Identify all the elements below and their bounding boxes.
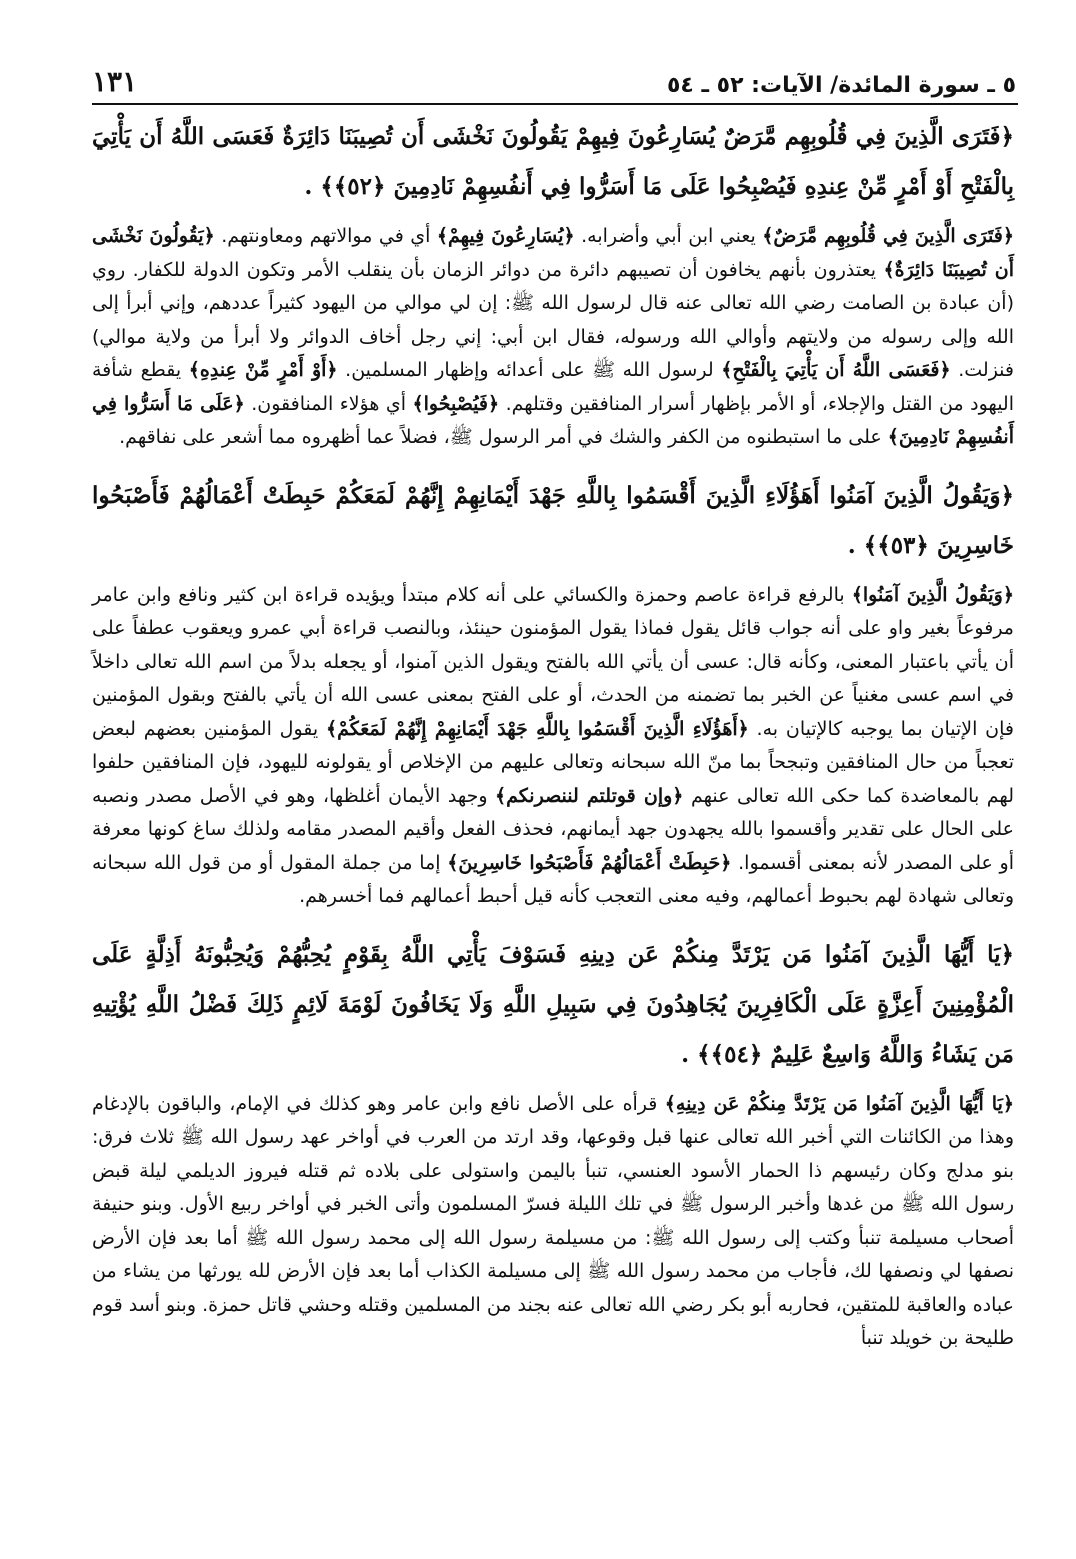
quote: ﴿يُسَارِعُونَ فِيهِمْ﴾ bbox=[436, 225, 575, 247]
text: لرسول الله ﷺ على أعدائه وإظهار المسلمين. bbox=[337, 359, 722, 381]
text: وجهد الأيمان أغلظها، وهو في الأصل مصدر ونصبه على الحال على تقدير وأقسموا بالله يجهدون جهد أيمانهم، فحذف الفعل وأقيم المصدر مقامه ولذلك ساغ كونها معرفة أو على المصدر لأنه بمعنى أقسموا. bbox=[92, 784, 1014, 874]
running-title: ٥ ـ سورة المائدة/ الآيات: ٥٢ ـ ٥٤ bbox=[666, 73, 1016, 98]
page-body bbox=[92, 112, 1014, 1549]
quote: ﴿يَا أَيُّهَا الَّذِينَ آمَنُوا مَن يَرْتَدَّ مِنكُمْ عَن دِينِهِ﴾ bbox=[664, 1092, 1014, 1115]
text: يعتذرون بأنهم يخافون أن تصيبهم دائرة من دوائر الزمان بأن ينقلب الأمر وتكون الدولة للكفار. روي (أن عبادة بن الصامت رضي الله تعالى عنه قال لرسول الله ﷺ: إن لي موالي من اليهود كثيراً عددهم، وإني أبرأ إلى الله وإلى رسوله من ولايتهم وأوالي الله ورسوله، فقال ابن أبي: إني رجل أخاف الدوائر ولا أبرأ من ولاية موالي) فنزلت. bbox=[92, 258, 1014, 381]
text: إما من جملة المقول أو من قول الله سبحانه وتعالى شهادة لهم بحبوط أعمالهم، وفيه معنى التعجب كأنه قيل أحبط أعمالهم فما أخسرهم. bbox=[92, 851, 1014, 907]
quote: ﴿فَتَرَى الَّذِينَ فِي قُلُوبِهِم مَّرَضٌ﴾ bbox=[762, 225, 1015, 247]
text: يقول المؤمنين بعضهم لبعض تعجباً من حال المنافقين وتبجحاً بما منّ الله سبحانه وتعالى عليهم من الإخلاص أو يقولونه لليهود، فإن المنافقين حلفوا لهم بالمعاضدة كما حكى الله تعالى عنهم bbox=[92, 717, 1014, 807]
quote: ﴿فَعَسَى اللَّهُ أَن يَأْتِيَ بِالْفَتْحِ﴾ bbox=[721, 359, 951, 381]
text: قرأه على الأصل نافع وابن عامر وهو كذلك في الإمام، والباقون بالإدغام وهذا من الكائنات التي أخبر الله تعالى عنها قبل وقوعها، وقد ارتد من العرب في أواخر عهد رسول الله ﷺ ثلاث فرق: بنو مدلج وكان رئيسهم ذا الحمار الأسود العنسي، تنبأ باليمن واستولى على بلاده ثم قتله فيروز الديلمي ليلة قبض رسول الله ﷺ من غدها وأخبر الرسول ﷺ في تلك الليلة فسرّ المسلمون وأتى الخبر في أواخر ربيع الأول. وبنو حنيفة أصحاب مسيلمة تنبأ وكتب إلى رسول الله ﷺ: من مسيلمة رسول الله إلى محمد رسول الله ﷺ أما بعد فإن الأرض نصفها لي ونصفها لك، فأجاب من محمد رسول الله ﷺ إلى مسيلمة الكذاب أما بعد فإن الأرض لله يورثها من يشاء من عباده والعاقبة للمتقين، فحاربه أبو بكر رضي الله تعالى عنه بجند من المسلمين وقتله وحشي قاتل حمزة. وبنو أسد قوم طليحة بن خويلد تنبأ bbox=[92, 1092, 1014, 1349]
text: على ما استبطنوه من الكفر والشك في أمر الرسول ﷺ، فضلاً عما أظهروه مما أشعر على نفاقهم. bbox=[119, 426, 888, 448]
quote: ﴿حَبِطَتْ أَعْمَالُهُمْ فَأَصْبَحُوا خَاسِرِينَ﴾ bbox=[447, 851, 732, 874]
quote: ﴿يَقُولُونَ نَخْشَى أَن تُصِيبَنَا دَائِرَةٌ﴾ bbox=[92, 225, 1014, 281]
verse-52: ﴿فَتَرَى الَّذِينَ فِي قُلُوبِهِم مَّرَضٌ يُسَارِعُونَ فِيهِمْ يَقُولُونَ نَخْشَى أَن تُصِيبَنَا دَائِرَةٌ فَعَسَى اللَّهُ أَن يَأْتِيَ بِالْفَتْحِ أَوْ أَمْرٍ مِّنْ عِندِهِ فَيُصْبِحُوا عَلَى مَا أَسَرُّوا فِي أَنفُسِهِمْ نَادِمِينَ ﴿٥٢﴾﴾ . bbox=[92, 123, 1014, 200]
verse-54: ﴿يَا أَيُّهَا الَّذِينَ آمَنُوا مَن يَرْتَدَّ مِنكُمْ عَن دِينِهِ فَسَوْفَ يَأْتِي اللَّهُ بِقَوْمٍ يُحِبُّهُمْ وَيُحِبُّونَهُ أَذِلَّةٍ عَلَى الْمُؤْمِنِينَ أَعِزَّةٍ عَلَى الْكَافِرِينَ يُجَاهِدُونَ فِي سَبِيلِ اللَّهِ وَلَا يَخَافُونَ لَوْمَةَ لَائِمٍ ذَلِكَ فَضْلُ اللَّهِ يُؤْتِيهِ مَن يَشَاءُ وَاللَّهُ وَاسِعٌ عَلِيمٌ ﴿٥٤﴾﴾ . bbox=[92, 940, 1014, 1068]
quote: ﴿وإن قوتلتم لننصرنكم﴾ bbox=[495, 784, 684, 807]
quote: ﴿عَلَى مَا أَسَرُّوا فِي أَنفُسِهِمْ نَادِمِينَ﴾ bbox=[92, 392, 1014, 448]
page-number: ١٣١ bbox=[92, 65, 138, 98]
text: أي هؤلاء المنافقون. bbox=[244, 392, 413, 415]
text: يقطع شأفة اليهود من القتل والإجلاء، أو الأمر بإظهار أسرار المنافقين وقتلهم. bbox=[92, 359, 1014, 415]
text: أي في موالاتهم ومعاونتهم. bbox=[214, 225, 437, 247]
commentary-52 bbox=[92, 220, 1014, 455]
quote: ﴿أَوْ أَمْرٍ مِّنْ عِندِهِ﴾ bbox=[188, 359, 338, 381]
commentary-54 bbox=[92, 1088, 1014, 1356]
quote: ﴿فَيُصْبِحُوا﴾ bbox=[412, 392, 500, 415]
verse-53: ﴿وَيَقُولُ الَّذِينَ آمَنُوا أَهَؤُلَاءِ الَّذِينَ أَقْسَمُوا بِاللَّهِ جَهْدَ أَيْمَانِهِمْ إِنَّهُمْ لَمَعَكُمْ حَبِطَتْ أَعْمَالُهُمْ فَأَصْبَحُوا خَاسِرِينَ ﴿٥٣﴾﴾ . bbox=[92, 481, 1014, 559]
text: يعني ابن أبي وأضرابه. bbox=[574, 225, 763, 247]
quote: ﴿وَيَقُولُ الَّذِينَ آمَنُوا﴾ bbox=[851, 583, 1014, 606]
commentary-53 bbox=[92, 579, 1014, 914]
quote: ﴿أَهَؤُلَاءِ الَّذِينَ أَقْسَمُوا بِاللَّهِ جَهْدَ أَيْمَانِهِمْ إِنَّهُمْ لَمَعَكُمْ﴾ bbox=[325, 717, 749, 740]
header-rule bbox=[92, 103, 1018, 105]
page-header bbox=[92, 58, 1016, 98]
text: بالرفع قراءة عاصم وحمزة والكسائي على أنه كلام مبتدأ ويؤيده قراءة ابن كثير ونافع وابن عامر مرفوعاً بغير واو على أنه جواب قائل يقول فماذا يقول المؤمنون حينئذ، وبالنصب قراءة أبي عمرو ويعقوب عطفاً على أن يأتي باعتبار المعنى، وكأنه قال: عسى أن يأتي الله بالفتح ويقول الذين آمنوا، أو يجعله بدلاً من اسم الله تعالى داخلاً في اسم عسى مغنياً عن الخبر بما تضمنه من الحدث، أو على الفتح بمعنى عسى الله أن يأتي بالفتح وبقول المؤمنين فإن الإتيان بما يوجبه كالإتيان به. bbox=[92, 583, 1014, 740]
